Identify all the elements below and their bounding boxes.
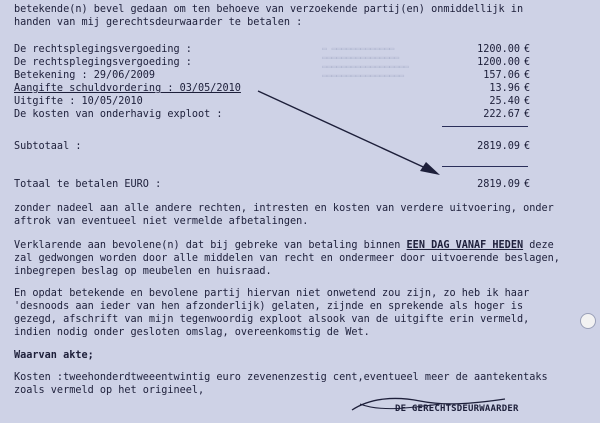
cost-label: De rechtsplegingsvergoeding : (14, 57, 192, 68)
cost-currency: € (524, 70, 531, 81)
subtotal-currency: € (524, 141, 531, 152)
subtotal-amount: 2819.09 (477, 141, 520, 152)
bailiff-signature-label: DE GERECHTSDEURWAARDER (395, 404, 519, 414)
subtotal-label: Subtotaal : (14, 141, 82, 152)
cost-label: De rechtsplegingsvergoeding : (14, 44, 192, 55)
paragraph-3-line: indien nodig onder gesloten omslag, overeenkomstig de Wet. (14, 327, 370, 338)
cost-label: Uitgifte : 10/05/2010 (14, 96, 143, 107)
paragraph-1-line: aftrok van eventueel niet vermelde afbetalingen. (14, 216, 309, 227)
cost-amount: 222.67 (483, 109, 520, 120)
cost-label: Betekening : 29/06/2009 (14, 70, 156, 81)
cost-currency: € (524, 109, 531, 120)
paragraph-1-line: zonder nadeel aan alle andere rechten, intresten en kosten van verdere uitvoering, onder (14, 203, 554, 214)
cost-amount: 1200.00 (477, 57, 520, 68)
paragraph-3-line: En opdat betekende en bevolene partij hiervan niet onwetend zou zijn, zo heb ik haar (14, 288, 530, 299)
cost-currency: € (524, 83, 531, 94)
waarvan-akte: Waarvan akte; (14, 350, 94, 361)
total-label: Totaal te betalen EURO : (14, 179, 162, 190)
paragraph-3-line: gezegd, afschrift van mijn tegenwoordig exploot alsook van de uitgifte erin vermeld, (14, 314, 530, 325)
kosten-line: Kosten :tweehonderdtweeentwintig euro zevenenzestig cent,eventueel meer de aantekentaks (14, 372, 548, 383)
cost-amount: 25.40 (489, 96, 520, 107)
total-currency: € (524, 179, 531, 190)
paragraph-2-suffix: deze (523, 240, 554, 251)
cost-currency: € (524, 44, 531, 55)
deadline-emphasis: EEN DAG VANAF HEDEN (406, 240, 524, 251)
cost-label-underlined: Aangifte schuldvordering : 03/05/2010 (14, 83, 241, 94)
paragraph-2-prefix: Verklarende aan bevolene(n) dat bij gebreke van betaling binnen (14, 240, 407, 251)
paragraph-2-line-2: zal gedwongen worden door alle middelen van recht en ondermeer door uitvoerende beslagen, (14, 253, 560, 264)
cost-label: De kosten van onderhavig exploot : (14, 109, 223, 120)
intro-line-1: betekende(n) bevel gedaan om ten behoeve van verzoekende partij(en) onmiddellijk in (14, 4, 524, 15)
kosten-line: zoals vermeld op het origineel, (14, 385, 205, 396)
cost-amount: 13.96 (489, 83, 520, 94)
intro-line-2: handen van mij gerechtsdeurwaarder te betalen : (14, 17, 303, 28)
paragraph-3-line: 'desnoods aan ieder van hen afzonderlijk) gelaten, zijnde en sprekende als hoger is (14, 301, 524, 312)
cost-amount: 1200.00 (477, 44, 520, 55)
show-through-stamp: ▭ ▭▭▭▭▭▭▭▭▭▭▭▭▭ ▭▭▭▭▭▭▭▭▭▭▭▭▭▭▭▭ ▭▭▭▭▭▭▭▭▭▭▭▭▭▭▭▭▭▭ ▭▭▭▭▭▭▭▭▭▭▭▭▭▭▭▭▭ (322, 44, 409, 80)
cost-currency: € (524, 96, 531, 107)
paragraph-2-line-3: inbegrepen beslag op meubelen en huisraad. (14, 266, 272, 277)
total-amount: 2819.09 (477, 179, 520, 190)
cost-amount: 157.06 (483, 70, 520, 81)
cost-currency: € (524, 57, 531, 68)
